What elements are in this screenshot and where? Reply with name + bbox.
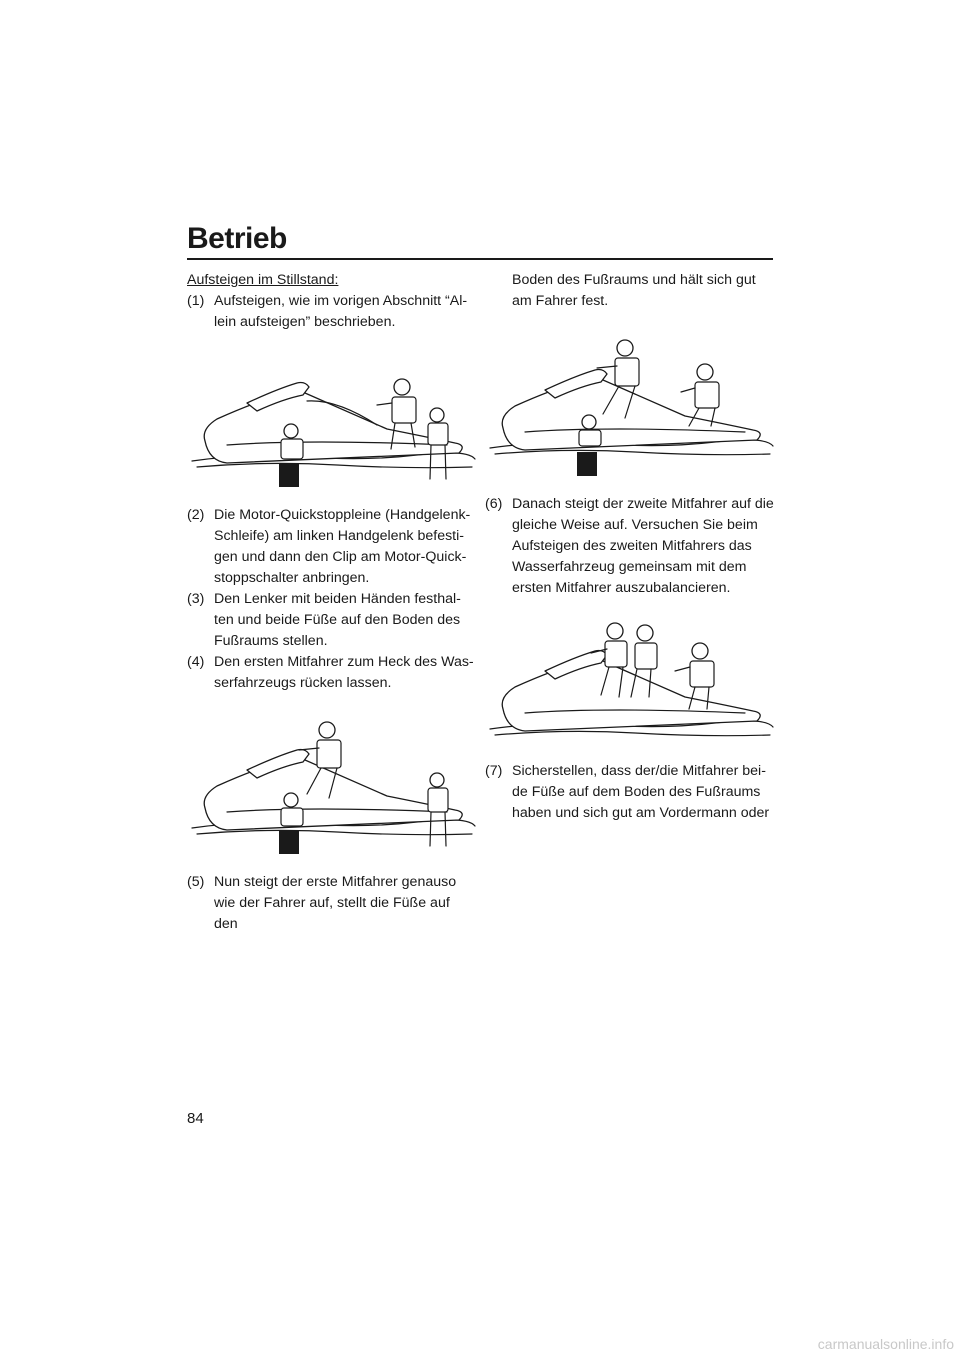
left-column [187,270,477,935]
figure-boarding-3 [485,330,777,480]
section-subheading: Aufsteigen im Stillstand: [187,272,339,288]
step-text: Nun steigt der erste Mitfahrer genauso wie der Fahrer auf, stellt die Füße auf den [214,874,457,932]
step-7 [485,761,777,824]
page-title: Betrieb [187,222,287,255]
step-5 [187,872,477,935]
step-text: Den ersten Mitfahrer zum Heck des Was-serfahrzeugs rücken lassen. [214,654,474,691]
step-text: Die Motor-Quickstoppleine (Handgelenk-Schleife) am linken Handgelenk befesti-gen und dann den Clip am Motor-Quick-stoppschalter anbringen. [214,507,471,586]
footer-watermark: carmanualsonline.info [817,1336,954,1352]
step-text: Aufsteigen, wie im vorigen Abschnitt “Al-lein aufsteigen” beschrieben. [214,293,468,330]
step-text: Den Lenker mit beiden Händen festhal-ten und beide Füße auf den Boden des Fußraums stellen. [214,591,461,649]
step-3 [187,589,477,652]
step-number: (4) [187,654,205,670]
step-number: (3) [187,591,205,607]
passenger-figure [428,408,448,479]
figure-boarding-2 [187,708,477,858]
step-6 [485,494,777,599]
step-number: (5) [187,874,205,890]
page-number: 84 [187,1110,204,1127]
figure-boarding-4 [485,617,777,747]
step-number: (6) [485,496,503,512]
step-number: (2) [187,507,205,523]
page-header [187,222,773,260]
continued-text: Boden des Fußraums und hält sich gut am Fahrer fest. [512,272,756,309]
right-column [485,270,777,824]
step-text: Danach steigt der zweite Mitfahrer auf die gleiche Weise auf. Versuchen Sie beim Aufsteigen des zweiten Mitfahrers das Wasserfahrzeug gemeinsam mit dem ersten Mitfahrer auszubalancieren. [512,496,774,596]
step-4 [187,652,477,694]
header-rule [187,258,773,260]
step-1 [187,291,477,333]
step-2 [187,505,477,589]
step-number: (1) [187,293,205,309]
step-text: Sicherstellen, dass der/die Mitfahrer bei-de Füße auf dem Boden des Fußraums haben und sich gut am Vordermann oder [512,763,770,821]
step-number: (7) [485,763,503,779]
figure-boarding-1 [187,341,477,491]
